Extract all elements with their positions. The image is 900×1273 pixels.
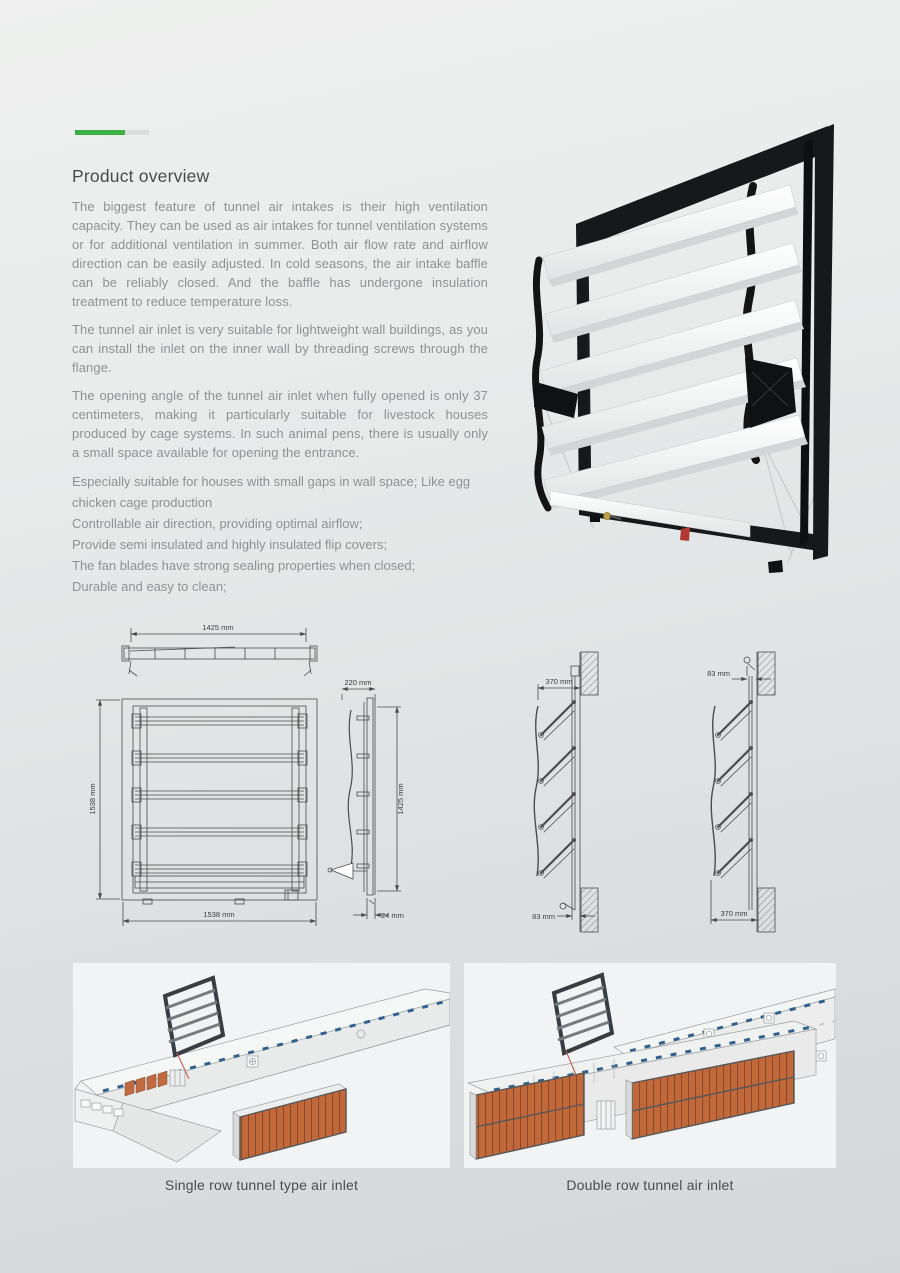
caption-single-row: Single row tunnel type air inlet — [164, 1177, 359, 1193]
dim-front-height: 1538 mm — [88, 783, 97, 815]
drawing-top-view — [122, 623, 317, 676]
dim-side-thickness: 24 mm — [381, 911, 404, 920]
mount-foot — [768, 560, 783, 573]
feature-item: The fan blades have strong sealing properties when closed; — [72, 558, 416, 573]
dim-front-width: 1538 mm — [203, 910, 235, 919]
paragraph-2: The tunnel air inlet is very suitable for lightweight wall buildings, as you can install the inlet on the inner wall by threading screws through the flange. — [72, 322, 488, 375]
progress-bar-fill — [75, 130, 125, 135]
dim-section-a-bottom: 83 mm — [532, 912, 555, 921]
feature-list — [72, 471, 488, 597]
drawing-wall-section-a — [532, 652, 598, 932]
double-row-illustration — [464, 963, 836, 1168]
dim-side-depth: 220 mm — [344, 678, 372, 687]
page-title: Product overview — [72, 166, 210, 186]
dim-section-a-top: 370 mm — [545, 677, 573, 686]
drawing-front-view — [88, 699, 317, 926]
product-photo-louver-inlet — [490, 110, 890, 590]
dim-section-b-bottom: 370 mm — [720, 909, 748, 918]
caption-double-row: Double row tunnel air inlet — [566, 1177, 734, 1193]
progress-bar-track — [75, 130, 149, 135]
feature-item: Controllable air direction, providing optimal airflow; — [72, 516, 363, 531]
paragraph-1: The biggest feature of tunnel air intakes is their high ventilation capacity. They can be used as air intakes for tunnel ventilation systems or for additional ventilation in summer. Both air flow rate and airflow direction can be easily adjusted. In cold seasons, the air intake baffle can be reliably closed. And the baffle has undergone insulation treatment to reduce temperature loss. — [72, 199, 488, 309]
single-row-illustration — [73, 963, 450, 1168]
product-description — [72, 197, 488, 597]
single-row-illustration-panel — [73, 963, 450, 1168]
feature-item: Especially suitable for houses with small gaps in wall space; Like egg chicken cage production — [72, 474, 471, 510]
louver-panel-icon — [165, 978, 223, 1055]
red-clip — [680, 527, 690, 541]
feature-item: Provide semi insulated and highly insulated flip covers; — [72, 537, 388, 552]
fan-icon — [247, 1056, 258, 1067]
double-row-illustration-panel — [464, 963, 836, 1168]
technical-drawings — [85, 618, 805, 943]
louver-panel-icon — [554, 975, 612, 1053]
drawing-wall-section-b — [707, 652, 775, 932]
paragraph-3: The opening angle of the tunnel air inlet when fully opened is only 37 centimeters, making it particularly suitable for livestock houses produced by cage systems. In such animal pens, there is usually only a small space available for opening the entrance. — [72, 388, 488, 460]
dim-side-height: 1425 mm — [396, 783, 405, 815]
drawing-side-view — [328, 678, 405, 920]
feature-item: Durable and easy to clean; — [72, 579, 227, 594]
brass-fitting — [604, 513, 611, 520]
dim-section-b-top: 83 mm — [707, 669, 730, 678]
dim-top-view-width: 1425 mm — [202, 623, 234, 632]
cooling-pad — [233, 1084, 346, 1160]
